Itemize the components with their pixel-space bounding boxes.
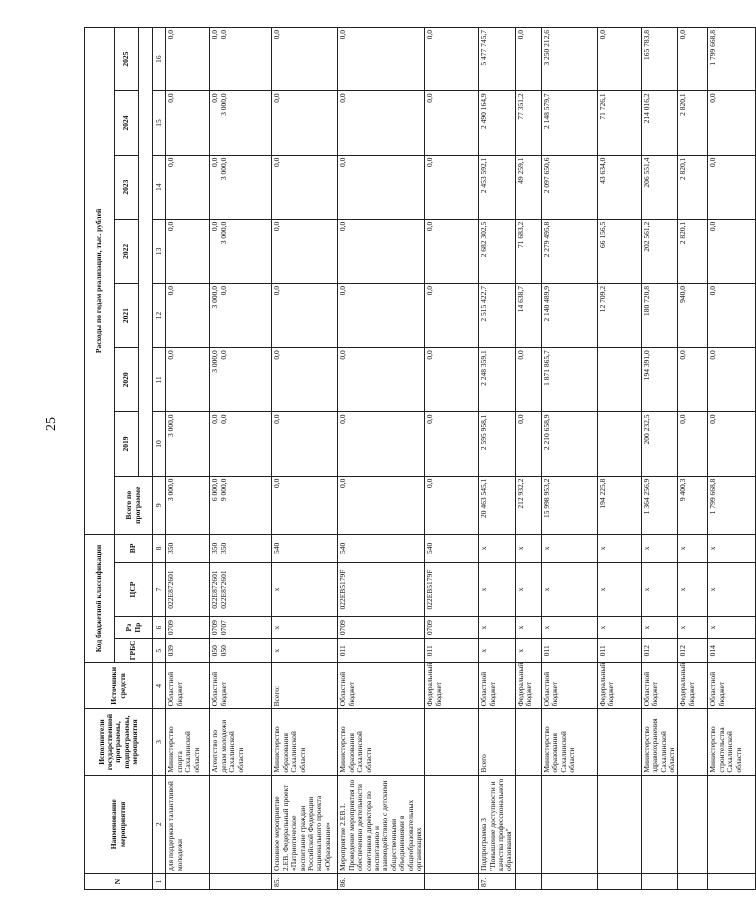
row-year-value: 0,0 <box>272 284 338 348</box>
row-year-value: 0,0 <box>338 284 425 348</box>
row-csr: x <box>541 562 597 616</box>
row-name <box>515 775 541 873</box>
row-rzpr: 0709 <box>166 617 210 639</box>
row-vr: x <box>541 534 597 562</box>
row-vr: 540 <box>425 534 479 562</box>
row-year-value: 2 453 592,1 <box>479 155 516 219</box>
row-total: 194 225,8 <box>597 476 641 534</box>
row-year-value: 2 682 302,5 <box>479 219 516 283</box>
row-csr: 022E872601 <box>166 562 210 616</box>
row-name <box>641 775 678 873</box>
row-grbs: x <box>272 639 338 663</box>
row-name: Подпрограмма 3 "Повышение доступности и качества профессионального образования" <box>479 775 516 873</box>
header-total: Всего по программе <box>115 476 153 534</box>
table-row <box>708 28 756 890</box>
row-year-value: 0,0 <box>678 28 708 91</box>
row-year-value <box>597 348 641 412</box>
row-year-value: 200 232,5 <box>641 412 678 476</box>
row-name <box>678 775 708 873</box>
column-number: 5 <box>153 639 166 663</box>
row-year-value: 2 140 489,9 <box>541 284 597 348</box>
row-csr: x <box>479 562 516 616</box>
row-year-value: 2 490 164,9 <box>479 91 516 155</box>
row-source: Федеральный бюджет <box>597 663 641 709</box>
header-year: 2024 <box>115 91 139 155</box>
row-rzpr: x <box>678 617 708 639</box>
row-year-value: 0,0 <box>166 91 210 155</box>
row-executor: Агентство по делам молодежи Сахалинской области <box>210 709 272 775</box>
row-total: 15 998 953,2 <box>541 476 597 534</box>
row-csr: 022EВ5179F <box>338 562 425 616</box>
header-year: 2025 <box>115 28 139 91</box>
row-source: Областной бюджет <box>210 663 272 709</box>
row-year-value: 194 391,0 <box>641 348 678 412</box>
row-source: Областной бюджет <box>479 663 516 709</box>
row-number: 86. <box>338 873 425 889</box>
row-year-value: 0,0 <box>425 348 479 412</box>
row-year-value: 1 871 865,7 <box>541 348 597 412</box>
column-number: 1 <box>153 873 166 889</box>
row-vr: x <box>515 534 541 562</box>
header-budget-codes: Код бюджетной классификации <box>85 534 115 662</box>
row-year-value: 2 148 579,7 <box>541 91 597 155</box>
row-vr: x <box>678 534 708 562</box>
row-year-value: 0,0 <box>338 219 425 283</box>
row-rzpr: x <box>708 617 756 639</box>
column-number: 15 <box>153 91 166 155</box>
row-year-value: 214 016,2 <box>641 91 678 155</box>
table-row <box>597 28 641 890</box>
row-executor: Министерство образования Сахалинской области <box>272 709 338 775</box>
row-year-value: 0,0 <box>166 219 210 283</box>
row-year-value: 180 720,8 <box>641 284 678 348</box>
row-year-value: 2 097 650,6 <box>541 155 597 219</box>
header-source: Источники средств <box>85 663 153 709</box>
table-header <box>85 28 166 890</box>
column-number: 10 <box>153 412 166 476</box>
header-expenses: Расходы по годам реализации, тыс. рублей <box>85 28 115 535</box>
row-year-value: 0,0 <box>166 155 210 219</box>
row-csr: x <box>641 562 678 616</box>
table-row <box>479 28 516 890</box>
row-year-value: 0,0 <box>166 284 210 348</box>
row-vr: 540 <box>272 534 338 562</box>
row-year-value: 0,0 <box>425 284 479 348</box>
row-rzpr: x <box>541 617 597 639</box>
row-csr: 022EВ5179F <box>425 562 479 616</box>
column-number: 16 <box>153 28 166 91</box>
row-source: Областной бюджет <box>338 663 425 709</box>
column-number: 14 <box>153 155 166 219</box>
row-year-value: 14 638,7 <box>515 284 541 348</box>
row-year-value: 0,0 <box>272 155 338 219</box>
row-year-value: 206 551,4 <box>641 155 678 219</box>
row-vr: 350 350 <box>210 534 272 562</box>
row-executor <box>425 709 479 775</box>
row-year-value: 2 820,1 <box>678 91 708 155</box>
row-number <box>641 873 678 889</box>
row-grbs: x <box>479 639 516 663</box>
row-source: Областной бюджет <box>541 663 597 709</box>
row-csr: x <box>708 562 756 616</box>
row-year-value: 0,0 0,0 <box>210 28 272 91</box>
header-n: N <box>85 873 153 889</box>
header-name: Наименование мероприятия <box>85 775 153 873</box>
row-number <box>515 873 541 889</box>
header-csr: ЦСР <box>115 562 153 616</box>
row-year-value: 0,0 <box>708 155 756 219</box>
column-number: 7 <box>153 562 166 616</box>
row-executor <box>515 709 541 775</box>
row-name <box>708 775 756 873</box>
row-year-value: 66 156,5 <box>597 219 641 283</box>
row-executor: Министерство здравоохранения Сахалинской области <box>641 709 678 775</box>
row-name: Основное мероприятие 2.EВ. Федеральный проект «Патриотическое воспитание граждан Российской Федерации национального проекта «Образование» <box>272 775 338 873</box>
row-executor <box>678 709 708 775</box>
row-year-value: 0,0 <box>425 28 479 91</box>
column-number: 12 <box>153 284 166 348</box>
row-executor: Министерство строительства Сахалинской области <box>708 709 756 775</box>
row-year-value: 165 783,8 <box>641 28 678 91</box>
row-year-value: 0,0 <box>338 91 425 155</box>
header-grbs: ГРБС <box>115 639 153 663</box>
row-rzpr: x <box>272 617 338 639</box>
table-row <box>166 28 210 890</box>
row-number <box>541 873 597 889</box>
row-year-value: 0,0 <box>272 348 338 412</box>
row-year-value: 0,0 <box>272 412 338 476</box>
column-number: 3 <box>153 709 166 775</box>
row-rzpr: x <box>515 617 541 639</box>
row-total: 20 463 545,1 <box>479 476 516 534</box>
row-source: Федеральный бюджет <box>515 663 541 709</box>
row-year-value: 2 820,1 <box>678 155 708 219</box>
row-grbs: 012 <box>641 639 678 663</box>
row-year-value: 0,0 <box>708 412 756 476</box>
table-row <box>641 28 678 890</box>
row-grbs: 011 <box>541 639 597 663</box>
row-rzpr: 0709 <box>425 617 479 639</box>
row-year-value: 0,0 <box>597 28 641 91</box>
table-body <box>166 28 756 890</box>
header-year: 2020 <box>115 348 139 412</box>
row-executor <box>597 709 641 775</box>
page-number: 25 <box>44 417 59 431</box>
row-year-value: 0,0 3 000,0 <box>210 219 272 283</box>
row-number <box>678 873 708 889</box>
row-year-value: 77 351,2 <box>515 91 541 155</box>
rotated-page-content <box>84 27 743 890</box>
row-rzpr: 0709 0707 <box>210 617 272 639</box>
row-vr: x <box>641 534 678 562</box>
row-grbs: 011 <box>338 639 425 663</box>
row-year-value: 3 000,0 0,0 <box>210 284 272 348</box>
row-year-value: 940,0 <box>678 284 708 348</box>
table-row <box>515 28 541 890</box>
column-number: 9 <box>153 476 166 534</box>
row-grbs: x <box>515 639 541 663</box>
row-number: 87. <box>479 873 516 889</box>
row-year-value: 3 250 212,6 <box>541 28 597 91</box>
row-year-value: 2 595 958,1 <box>479 412 516 476</box>
header-year: 2021 <box>115 284 139 348</box>
row-year-value: 43 634,0 <box>597 155 641 219</box>
row-year-value: 0,0 0,0 <box>210 412 272 476</box>
row-year-value: 0,0 <box>338 155 425 219</box>
row-year-value: 2 820,1 <box>678 219 708 283</box>
row-source: Областной бюджет <box>708 663 756 709</box>
row-grbs: 039 <box>166 639 210 663</box>
row-csr: x <box>515 562 541 616</box>
column-number: 4 <box>153 663 166 709</box>
row-year-value: 0,0 <box>708 91 756 155</box>
row-vr: 540 <box>338 534 425 562</box>
row-vr: x <box>479 534 516 562</box>
row-number <box>425 873 479 889</box>
row-year-value: 0,0 <box>425 412 479 476</box>
table-row <box>541 28 597 890</box>
table-row <box>272 28 338 890</box>
row-year-value: 0,0 <box>515 28 541 91</box>
row-year-value: 0,0 <box>678 348 708 412</box>
row-year-value: 0,0 <box>425 91 479 155</box>
row-total: 1 364 256,9 <box>641 476 678 534</box>
row-total: 212 932,2 <box>515 476 541 534</box>
row-source: Областной бюджет <box>641 663 678 709</box>
header-executor: Исполнители государственной программы, подпрограммы, мероприятия <box>85 709 153 775</box>
row-year-value: 0,0 <box>338 412 425 476</box>
row-total: 9 400,3 <box>678 476 708 534</box>
row-year-value: 0,0 <box>272 219 338 283</box>
row-total: 0,0 <box>272 476 338 534</box>
row-year-value: 0,0 <box>708 284 756 348</box>
row-csr: x <box>597 562 641 616</box>
row-year-value: 2 515 422,7 <box>479 284 516 348</box>
row-source: Федеральный бюджет <box>425 663 479 709</box>
row-executor: Министерство спорта Сахалинской области <box>166 709 210 775</box>
header-year: 2023 <box>115 155 139 219</box>
row-year-value: 71 683,2 <box>515 219 541 283</box>
row-year-value: 0,0 3 000,0 <box>210 91 272 155</box>
row-rzpr: x <box>597 617 641 639</box>
row-source: Федеральный бюджет <box>678 663 708 709</box>
row-executor: Министерство образования Сахалинской области <box>338 709 425 775</box>
table-row <box>425 28 479 890</box>
row-year-value: 3 000,0 0,0 <box>210 348 272 412</box>
row-year-value: 2 210 658,9 <box>541 412 597 476</box>
row-year-value: 5 477 745,7 <box>479 28 516 91</box>
row-rzpr: x <box>641 617 678 639</box>
row-vr: x <box>708 534 756 562</box>
row-year-value: 0,0 <box>678 412 708 476</box>
row-year-value: 202 561,2 <box>641 219 678 283</box>
row-year-value: 0,0 <box>166 28 210 91</box>
row-name: для поддержки талантливой молодежи <box>166 775 210 873</box>
row-number <box>597 873 641 889</box>
row-vr: x <box>597 534 641 562</box>
row-number <box>210 873 272 889</box>
row-total: 6 000,0 9 000,0 <box>210 476 272 534</box>
header-rzpr: Рз Пр <box>115 617 153 639</box>
row-grbs: 012 <box>678 639 708 663</box>
row-total: 3 000,0 <box>166 476 210 534</box>
row-year-value: 0,0 <box>515 412 541 476</box>
row-year-value: 0,0 <box>425 155 479 219</box>
row-year-value: 2 279 495,8 <box>541 219 597 283</box>
row-year-value: 12 709,2 <box>597 284 641 348</box>
row-grbs: 050 050 <box>210 639 272 663</box>
row-year-value: 49 259,1 <box>515 155 541 219</box>
header-vr: ВР <box>115 534 153 562</box>
row-csr: x <box>272 562 338 616</box>
row-year-value: 0,0 <box>708 219 756 283</box>
row-name <box>597 775 641 873</box>
row-executor: Министерство образования Сахалинской области <box>541 709 597 775</box>
row-year-value: 0,0 <box>272 28 338 91</box>
row-grbs: 011 <box>425 639 479 663</box>
row-source: Всего: <box>272 663 338 709</box>
row-year-value: 0,0 <box>515 348 541 412</box>
column-number: 6 <box>153 617 166 639</box>
row-grbs: 011 <box>597 639 641 663</box>
row-year-value <box>597 412 641 476</box>
row-executor: Всего <box>479 709 516 775</box>
header-year: 2022 <box>115 219 139 283</box>
row-year-value: 0,0 <box>166 348 210 412</box>
header-year: 2019 <box>115 412 139 476</box>
table-row <box>678 28 708 890</box>
row-rzpr: x <box>479 617 516 639</box>
row-csr: x <box>678 562 708 616</box>
row-year-value: 0,0 <box>338 28 425 91</box>
row-year-value: 71 726,1 <box>597 91 641 155</box>
row-source: Областной бюджет <box>166 663 210 709</box>
row-rzpr: 0709 <box>338 617 425 639</box>
table-row <box>338 28 425 890</box>
row-name: Мероприятие 2.EВ.1. Проведение мероприятия по обеспечению деятельности советников директора по воспитанию и взаимодействию с детскими общественными объединениями в общеобразовательных организациях <box>338 775 425 873</box>
column-number: 8 <box>153 534 166 562</box>
row-number <box>708 873 756 889</box>
row-csr: 022E872601 022E872601 <box>210 562 272 616</box>
column-number: 2 <box>153 775 166 873</box>
row-total: 0,0 <box>338 476 425 534</box>
column-number: 11 <box>153 348 166 412</box>
budget-table <box>84 27 756 890</box>
row-number <box>166 873 210 889</box>
column-number-row <box>153 28 166 890</box>
row-total: 1 799 668,8 <box>708 476 756 534</box>
row-vr: 350 <box>166 534 210 562</box>
table-row <box>210 28 272 890</box>
row-year-value: 1 799 668,8 <box>708 28 756 91</box>
row-number: 85. <box>272 873 338 889</box>
row-year-value: 0,0 <box>272 91 338 155</box>
row-year-value: 0,0 3 000,0 <box>210 155 272 219</box>
row-year-value: 0,0 <box>425 219 479 283</box>
row-year-value: 0,0 <box>708 348 756 412</box>
row-name <box>210 775 272 873</box>
row-grbs: 014 <box>708 639 756 663</box>
row-total: 0,0 <box>425 476 479 534</box>
row-year-value: 2 248 359,1 <box>479 348 516 412</box>
row-name <box>541 775 597 873</box>
row-name <box>425 775 479 873</box>
row-year-value: 0,0 <box>338 348 425 412</box>
column-number: 13 <box>153 219 166 283</box>
row-year-value: 3 000,0 <box>166 412 210 476</box>
